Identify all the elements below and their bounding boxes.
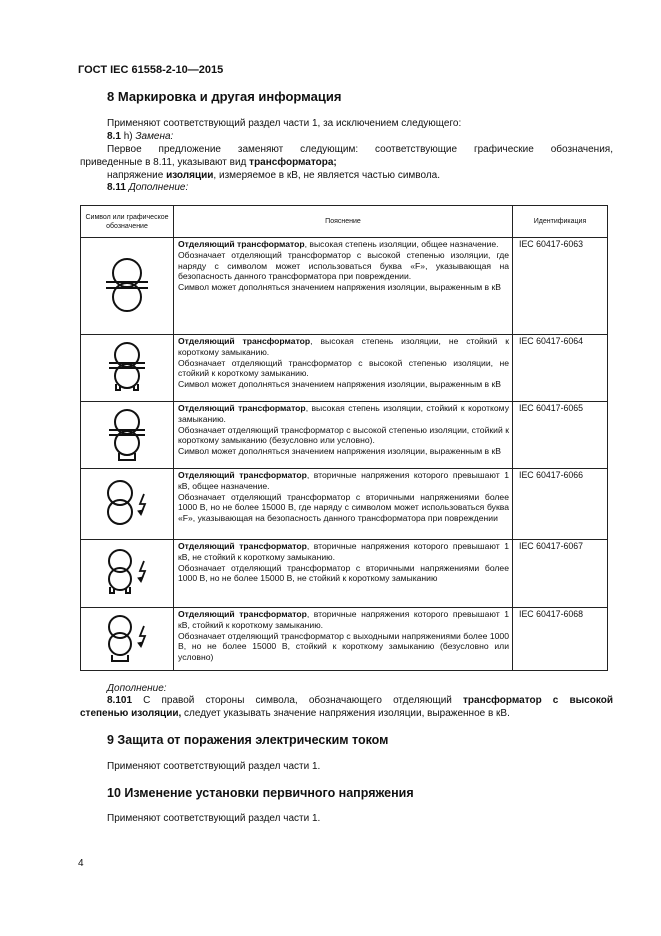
- replacement-text: приведенные в 8.11, указывают вид: [80, 157, 250, 168]
- table-row: [81, 402, 608, 469]
- symbol-cell: [81, 335, 174, 402]
- clause-number: 8.11: [107, 182, 126, 193]
- identification-cell: IEC 60417-6065: [513, 402, 608, 469]
- identification-cell: IEC 60417-6063: [513, 238, 608, 335]
- addendum-text: следует указывать значение напряжения изоляции, выраженное в кВ.: [181, 708, 510, 719]
- clause-action: Дополнение:: [128, 182, 189, 193]
- term-rest: , высокая степень изоляции, общее назначение.: [304, 239, 499, 249]
- addendum-bold: трансформатор с высокой: [463, 695, 613, 706]
- section-8-intro: Применяют соответствующий раздел части 1, за исключением следующего:: [107, 118, 462, 129]
- addendum-line-2: [80, 708, 510, 721]
- symbol-cell: [81, 238, 174, 335]
- header-explanation: Пояснение: [174, 206, 513, 238]
- identification-cell: IEC 60417-6068: [513, 608, 608, 671]
- explanation-line: Обозначает отделяющий трансформатор с высокой степенью изоляции, стойкий к короткому замыканию (безусловно или условно).: [178, 424, 509, 446]
- term-rest: , вторичные напряжения которого превышают 1 кВ, стойкий к короткому замыканию.: [178, 609, 509, 630]
- explanation-cell: [174, 335, 513, 402]
- table-header-row: [81, 206, 608, 238]
- replacement-bold: трансформатора;: [249, 157, 337, 168]
- section-10-title: 10 Изменение установки первичного напряжения: [107, 786, 414, 800]
- addendum-label-text: Дополнение:: [107, 683, 167, 694]
- identification-cell: IEC 60417-6064: [513, 335, 608, 402]
- section-8-title: 8 Маркировка и другая информация: [107, 89, 342, 104]
- term-bold: Отделяющий трансформатор: [178, 336, 311, 346]
- addendum-bold: степенью изоляции,: [80, 708, 182, 719]
- addendum-number: 8.101: [107, 695, 133, 706]
- explanation-line: Обозначает отделяющий трансформатор с высокой степенью изоляции, где наряду с символом может использоваться буква «F», указывающая на безопасность данного трансформатора при повреждении.: [178, 249, 509, 282]
- isolating-transformer-high-insulation-icon: [97, 250, 157, 322]
- isolating-transformer-over-1kv-proof-icon: [94, 610, 160, 668]
- identification-cell: IEC 60417-6067: [513, 540, 608, 608]
- explanation-line: Символ может дополняться значением напряжения изоляции, выраженным в кВ: [178, 446, 501, 457]
- isolating-transformer-non-short-circuit-proof-icon: [97, 337, 157, 399]
- term-rest: , высокая степень изоляции, не стойкий к короткому замыканию.: [178, 336, 509, 357]
- term-bold: Отделяющий трансформатор: [178, 470, 307, 480]
- term-bold: Отделяющий трансформатор: [178, 541, 307, 551]
- explanation-cell: [174, 402, 513, 469]
- explanation-line: Обозначает отделяющий трансформатор с высокой степенью изоляции, не стойкий к короткому замыканию.: [178, 357, 509, 379]
- replacement-bold: изоляции: [166, 170, 214, 181]
- term-rest: , вторичные напряжения которого превышают 1 кВ, не стойкий к короткому замыканию.: [178, 541, 509, 562]
- term-bold: Отделяющий трансформатор: [178, 609, 307, 619]
- header-identification: Идентификация: [513, 206, 608, 238]
- explanation-cell: [174, 540, 513, 608]
- clause-number: 8.1: [107, 131, 121, 142]
- explanation-line: Обозначает отделяющий трансформатор с вторичными напряжениями более 1000 В, но не более 15000 В, где наряду с символом может использоваться буква «F», указывающая на безопасность данного трансформатора при повреждении: [178, 491, 509, 524]
- clause-subitem: h): [123, 131, 133, 142]
- symbol-cell: [81, 402, 174, 469]
- explanation-line: Символ может дополняться значением напряжения изоляции, выраженным в кВ: [178, 282, 501, 293]
- addendum-text: С правой стороны символа, обозначающего отделяющий: [132, 695, 463, 706]
- isolating-transformer-over-1kv-non-proof-icon: [94, 543, 160, 605]
- addendum-label: [107, 683, 167, 696]
- isolating-transformer-short-circuit-proof-icon: [97, 404, 157, 466]
- explanation-line: Обозначает отделяющий трансформатор с вторичными напряжениями более 1000 В, но не более 15000 В, не стойкий к короткому замыканию: [178, 562, 509, 584]
- table-row: [81, 608, 608, 671]
- symbols-table: [80, 205, 608, 671]
- header-symbol: Символ или графическое обозначение: [81, 206, 174, 238]
- explanation-cell: [174, 608, 513, 671]
- section-9-title: 9 Защита от поражения электрическим током: [107, 733, 389, 747]
- term-bold: Отделяющий трансформатор: [178, 239, 305, 249]
- section-9-text: Применяют соответствующий раздел части 1.: [107, 761, 321, 772]
- term-rest: , высокая степень изоляции, стойкий к короткому замыканию.: [178, 403, 509, 424]
- explanation-line: Символ может дополняться значением напряжения изоляции, выраженным в кВ: [178, 379, 501, 390]
- table-row: [81, 540, 608, 608]
- explanation-line: Обозначает отделяющий трансформатор с выходными напряжениями более 1000 В, но не более 15000 В, стойкий к короткому замыканию (безусловно или условно): [178, 630, 509, 663]
- page-number: 4: [78, 858, 84, 869]
- table-row: [81, 238, 608, 335]
- isolating-transformer-secondary-over-1kv-icon: [94, 473, 160, 535]
- replacement-line-3: [107, 170, 440, 183]
- symbol-cell: [81, 469, 174, 540]
- term-rest: , вторичные напряжения которого превышают 1 кВ, общее назначение.: [178, 470, 509, 491]
- addendum-line-1: [107, 695, 613, 708]
- identification-cell: IEC 60417-6066: [513, 469, 608, 540]
- replacement-line-1: Первое предложение заменяют следующим: соответствующие графические обозначения,: [107, 144, 613, 155]
- section-10-text: Применяют соответствующий раздел части 1.: [107, 813, 321, 824]
- symbol-cell: [81, 540, 174, 608]
- replacement-text: , измеряемое в кВ, не является частью символа.: [213, 170, 440, 181]
- term-bold: Отделяющий трансформатор: [178, 403, 306, 413]
- symbol-cell: [81, 608, 174, 671]
- table-row: [81, 335, 608, 402]
- replacement-text: напряжение: [107, 170, 167, 181]
- explanation-cell: [174, 469, 513, 540]
- replacement-line-2: [80, 157, 337, 170]
- clause-8-11: [107, 182, 188, 195]
- explanation-cell: [174, 238, 513, 335]
- standard-header: ГОСТ IEC 61558-2-10—2015: [78, 64, 224, 76]
- clause-8-1: [107, 131, 173, 144]
- table-row: [81, 469, 608, 540]
- clause-action: Замена:: [135, 131, 174, 142]
